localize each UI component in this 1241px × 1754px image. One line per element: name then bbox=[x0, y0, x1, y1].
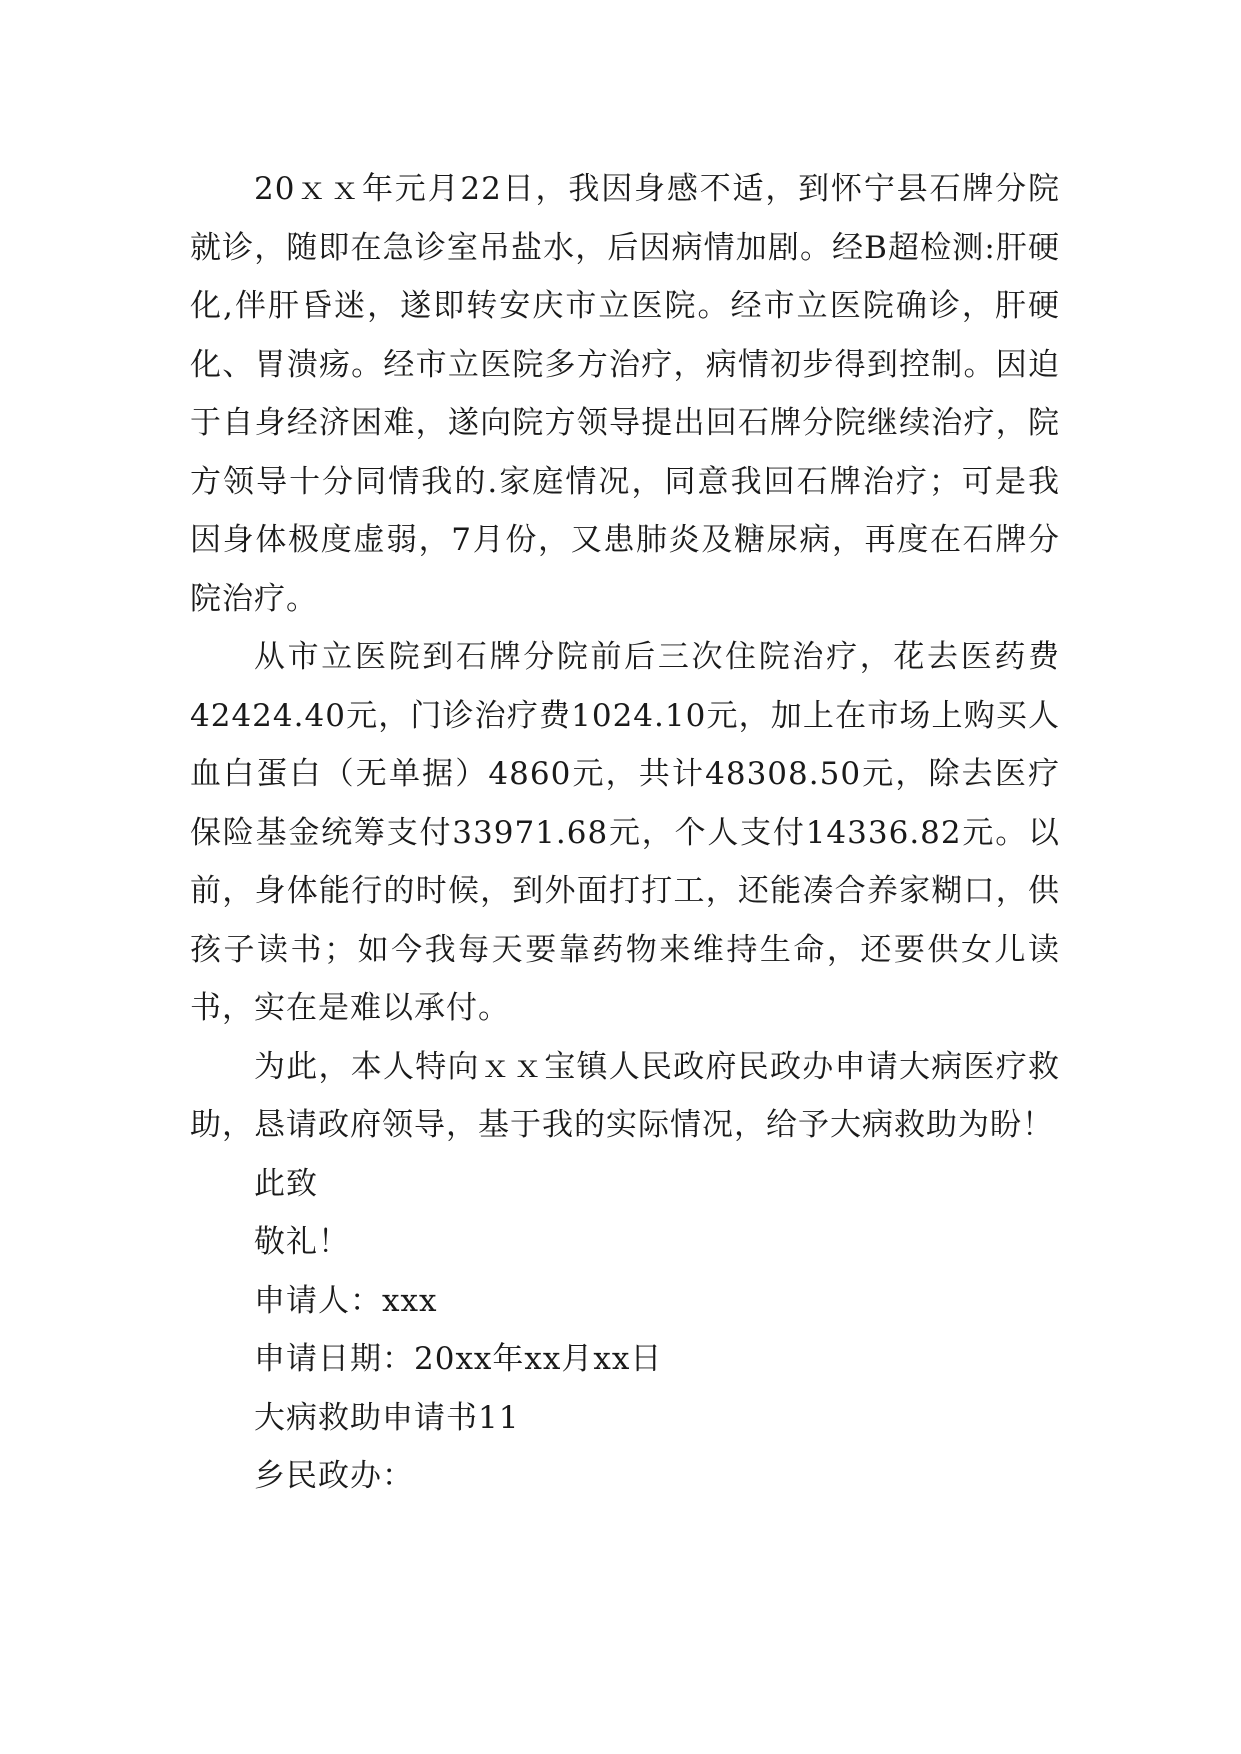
paragraph-medical-costs: 从市立医院到石牌分院前后三次住院治疗，花去医药费42424.40元，门诊治疗费1024.10元，加上在市场上购买人血白蛋白（无单据）4860元，共计48308.50元，除去医疗保险基金统筹支付33971.68元，个人支付14336.82元。以前，身体能行的时候，到外面打打工，还能凑合养家糊口，供孩子读书；如今我每天要靠药物来维持生命，还要供女儿读书，实在是难以承付。 bbox=[190, 639, 1060, 1026]
next-document-title: 大病救助申请书11 bbox=[254, 1399, 520, 1436]
paragraph-illness-history: 20ｘｘ年元月22日，我因身感不适，到怀宁县石牌分院就诊，随即在急诊室吊盐水，后因病情加剧。经B超检测:肝硬化,伴肝昏迷，遂即转安庆市立医院。经市立医院确诊，肝硬化、胃溃疡。经市立医院多方治疗，病情初步得到控制。因迫于自身经济困难，遂向院方领导提出回石牌分院继续治疗，院方领导十分同情我的.家庭情况，同意我回石牌治疗；可是我因身体极度虚弱，7月份，又患肺炎及糖尿病，再度在石牌分院治疗。 bbox=[190, 171, 1060, 617]
next-document-addressee: 乡民政办： bbox=[254, 1458, 414, 1494]
closing-respect: 敬礼！ bbox=[254, 1224, 350, 1260]
application-date: 申请日期：20xx年xx月xx日 bbox=[254, 1341, 663, 1377]
closing-salutation: 此致 bbox=[254, 1165, 318, 1202]
paragraph-request: 为此，本人特向ｘｘ宝镇人民政府民政办申请大病医疗救助，恳请政府领导，基于我的实际情况，给予大病救助为盼！ bbox=[190, 1048, 1060, 1143]
applicant-name: 申请人：xxx bbox=[254, 1282, 438, 1319]
document-body bbox=[190, 160, 1060, 1506]
